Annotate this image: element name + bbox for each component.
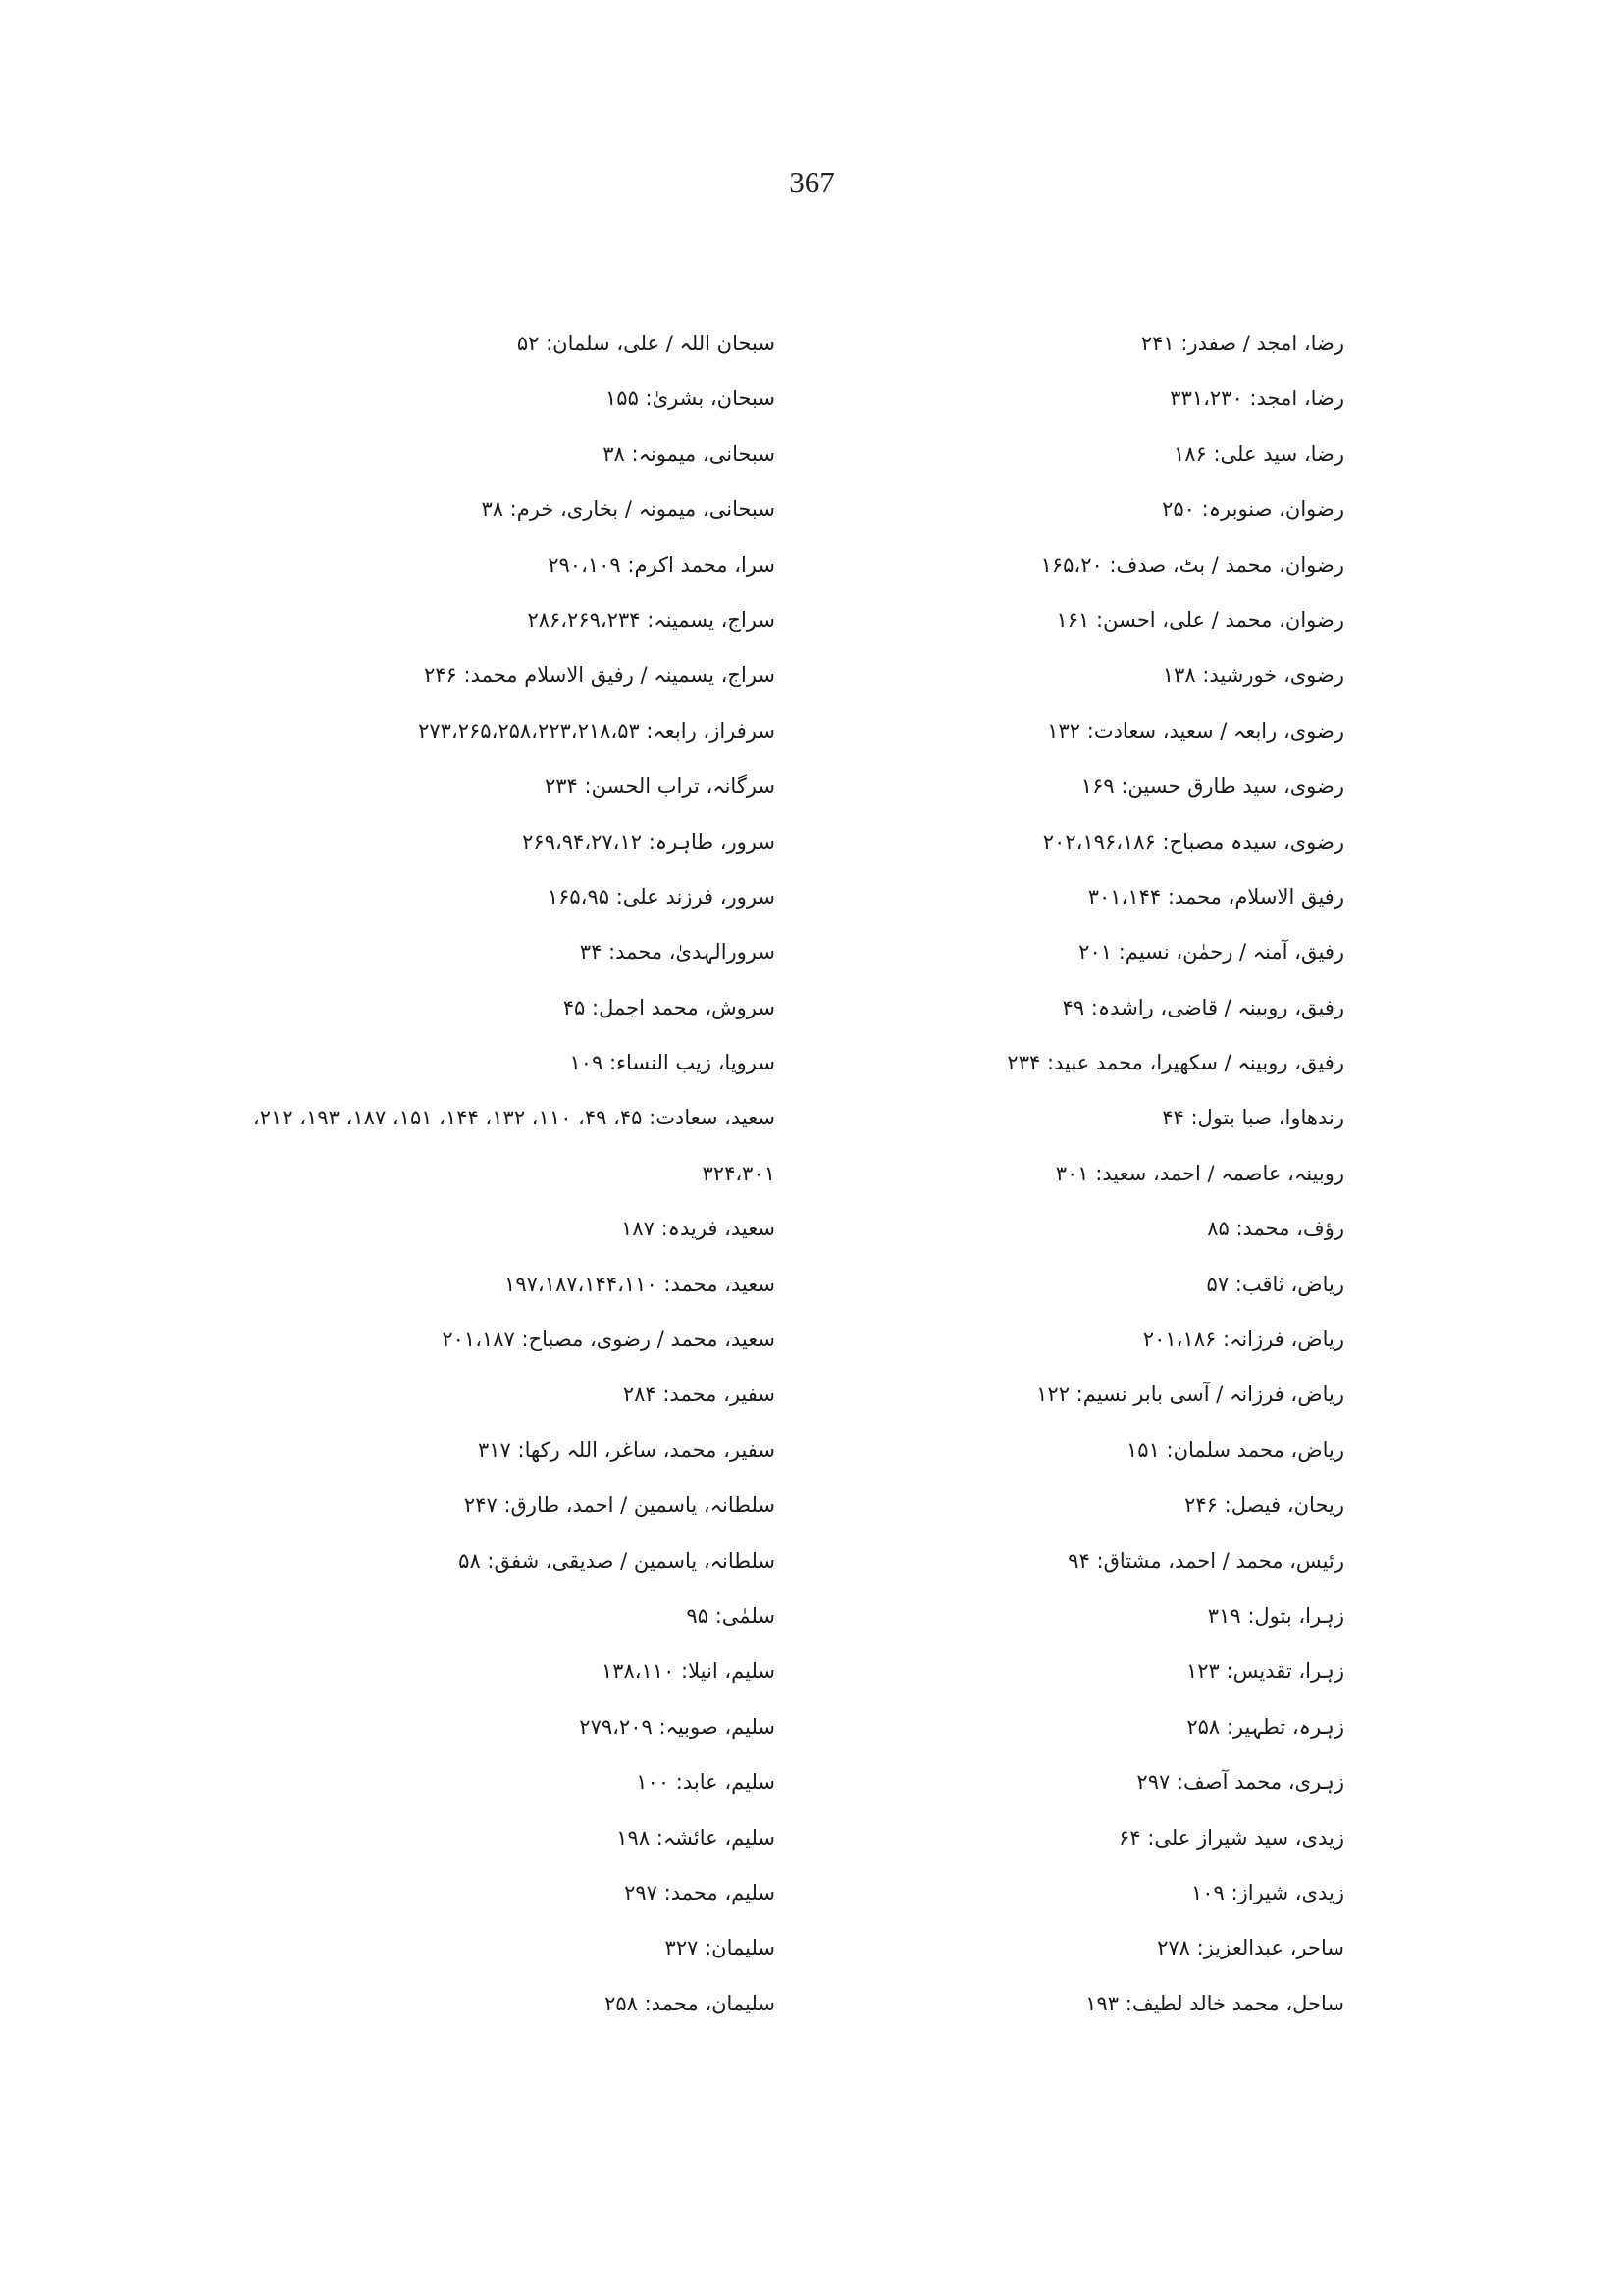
index-entry: سرویا، زیب النساء: ۱۰۹: [569, 1051, 775, 1075]
index-entry: سعید، فریدہ: ۱۸۷: [621, 1217, 775, 1241]
index-entry: سفیر، محمد: ۲۸۴: [622, 1382, 775, 1407]
index-entry: زہرا، بتول: ۳۱۹: [1207, 1603, 1344, 1628]
index-entry: ریاض، فرزانہ / آسی بابر نسیم: ۱۲۲: [1036, 1382, 1344, 1407]
index-entry: رئیس، محمد / احمد، مشتاق: ۹۴: [1068, 1548, 1344, 1573]
index-entry: سفیر، محمد، ساغر، اللہ رکھا: ۳۱۷: [477, 1437, 775, 1462]
index-entry: رضوان، محمد / بٹ، صدف: ۱۶۵،۲۰: [1040, 552, 1344, 577]
index-entry: سلیمان: ۳۲۷: [664, 1936, 775, 1960]
index-entry: سعید، محمد: ۱۹۷،۱۸۷،۱۴۴،۱۱۰: [504, 1272, 775, 1296]
index-entry: زیدی، شیراز: ۱۰۹: [1191, 1880, 1344, 1904]
index-entry: رضا، امجد: ۳۳۱،۲۳۰: [1170, 387, 1344, 411]
index-entry: سلمٰی: ۹۵: [686, 1603, 775, 1628]
index-entry: سراج، یسمینہ: ۲۸۶،۲۶۹،۲۳۴: [527, 607, 775, 632]
index-entry: سعید، سعادت: ۴۵، ۴۹، ۱۱۰، ۱۳۲، ۱۴۴، ۱۵۱، ۱۸۷، ۱۹۳، ۲۱۲،: [253, 1106, 775, 1130]
index-entry: رفیق، روبینہ / قاضی، راشدہ: ۴۹: [1062, 995, 1344, 1019]
index-entry: رؤف، محمد: ۸۵: [1207, 1217, 1344, 1241]
index-entry: ریاض، ثاقب: ۵۷: [1206, 1272, 1344, 1296]
index-entry: زہرا، تقدیس: ۱۲۳: [1185, 1659, 1344, 1684]
index-entry: ریاض، محمد سلمان: ۱۵۱: [1126, 1437, 1344, 1462]
index-entry: روبینہ، عاصمہ / احمد، سعید: ۳۰۱: [1055, 1161, 1344, 1185]
index-entry: سبحانی، میمونہ: ۳۸: [602, 442, 775, 466]
index-entry: سرا، محمد اکرم: ۲۹۰،۱۰۹: [548, 552, 775, 577]
index-entry: رضوان، صنوبرہ: ۲۵۰: [1162, 497, 1344, 522]
index-entry: سعید، محمد / رضوی، مصباح: ۲۰۱،۱۸۷: [442, 1328, 775, 1352]
index-entry: سبحانی، میمونہ / بخاری، خرم: ۳۸: [481, 497, 775, 522]
page-number: 367: [789, 165, 835, 199]
index-entry: سروش، محمد اجمل: ۴۵: [562, 995, 775, 1019]
index-entry: زہرہ، تطہیر: ۲۵۸: [1186, 1714, 1344, 1739]
index-entry: سلیمان، محمد: ۲۵۸: [604, 1991, 775, 2015]
index-entry: ریحان، فیصل: ۲۴۶: [1184, 1493, 1344, 1518]
index-entry: رضوان، محمد / علی، احسن: ۱۶۱: [1056, 607, 1344, 632]
index-entry: رفیق، آمنہ / رحمٰن، نسیم: ۲۰۱: [1078, 940, 1344, 965]
index-entry: رضا، امجد / صفدر: ۲۴۱: [1140, 332, 1344, 355]
index-entry: سلیم، عابد: ۱۰۰: [636, 1770, 775, 1795]
index-entry: سلیم، انیلا: ۱۳۸،۱۱۰: [601, 1659, 775, 1684]
index-entry: سبحان، بشریٰ: ۱۵۵: [605, 387, 775, 411]
index-entry-continuation: ۳۲۴،۳۰۱: [702, 1161, 775, 1185]
index-entry: سرگانہ، تراب الحسن: ۲۳۴: [545, 774, 775, 799]
index-entry: سلیم، عائشہ: ۱۹۸: [616, 1825, 775, 1850]
index-entry: رضوی، سید طارق حسین: ۱۶۹: [1080, 774, 1344, 799]
index-entry: سراج، یسمینہ / رفیق الاسلام محمد: ۲۴۶: [423, 663, 775, 688]
index-entry: رضوی، رابعہ / سعید، سعادت: ۱۳۲: [1047, 718, 1344, 743]
index-entry: سلیم، صوبیہ: ۲۷۹،۲۰۹: [579, 1714, 775, 1739]
index-column-left: [253, 316, 775, 2031]
index-entry: رندھاوا، صبا بتول: ۴۴: [1162, 1106, 1344, 1130]
index-entry: رفیق الاسلام، محمد: ۳۰۱،۱۴۴: [1087, 884, 1344, 909]
index-entry: زیدی، سید شیراز علی: ۶۴: [1119, 1825, 1344, 1850]
index-entry: سلطانہ، یاسمین / احمد، طارق: ۲۴۷: [463, 1493, 775, 1518]
index-entry: ریاض، فرزانہ: ۲۰۱،۱۸۶: [1142, 1328, 1344, 1352]
index-entry: سلیم، محمد: ۲۹۷: [624, 1880, 775, 1904]
index-entry: سرفراز، رابعہ: ۲۷۳،۲۶۵،۲۵۸،۲۲۳،۲۱۸،۵۳: [418, 718, 775, 743]
index-entry: سلطانہ، یاسمین / صدیقی، شفق: ۵۸: [458, 1548, 775, 1573]
index-entry: ساحر، عبدالعزیز: ۲۷۸: [1157, 1936, 1344, 1960]
index-entry: رضوی، خورشید: ۱۳۸: [1162, 663, 1344, 688]
index-entry: سبحان اللہ / علی، سلمان: ۵۲: [516, 332, 775, 355]
index-entry: سرور، فرزند علی: ۱۶۵،۹۵: [547, 884, 775, 909]
index-entry: سرور، طاہرہ: ۲۶۹،۹۴،۲۷،۱۲: [522, 829, 775, 854]
index-entry: سرورالہدیٰ، محمد: ۳۴: [579, 940, 775, 965]
index-entry: رفیق، روبینہ / سکھیرا، محمد عبید: ۲۳۴: [1007, 1051, 1344, 1075]
index-entry: زہری، محمد آصف: ۲۹۷: [1136, 1770, 1344, 1795]
index-column-right: [981, 316, 1344, 2031]
index-entry: رضا، سید علی: ۱۸۶: [1173, 442, 1344, 466]
index-entry: رضوی، سیدہ مصباح: ۲۰۲،۱۹۶،۱۸۶: [1042, 829, 1344, 854]
index-entry: ساحل، محمد خالد لطیف: ۱۹۳: [1085, 1991, 1344, 2015]
